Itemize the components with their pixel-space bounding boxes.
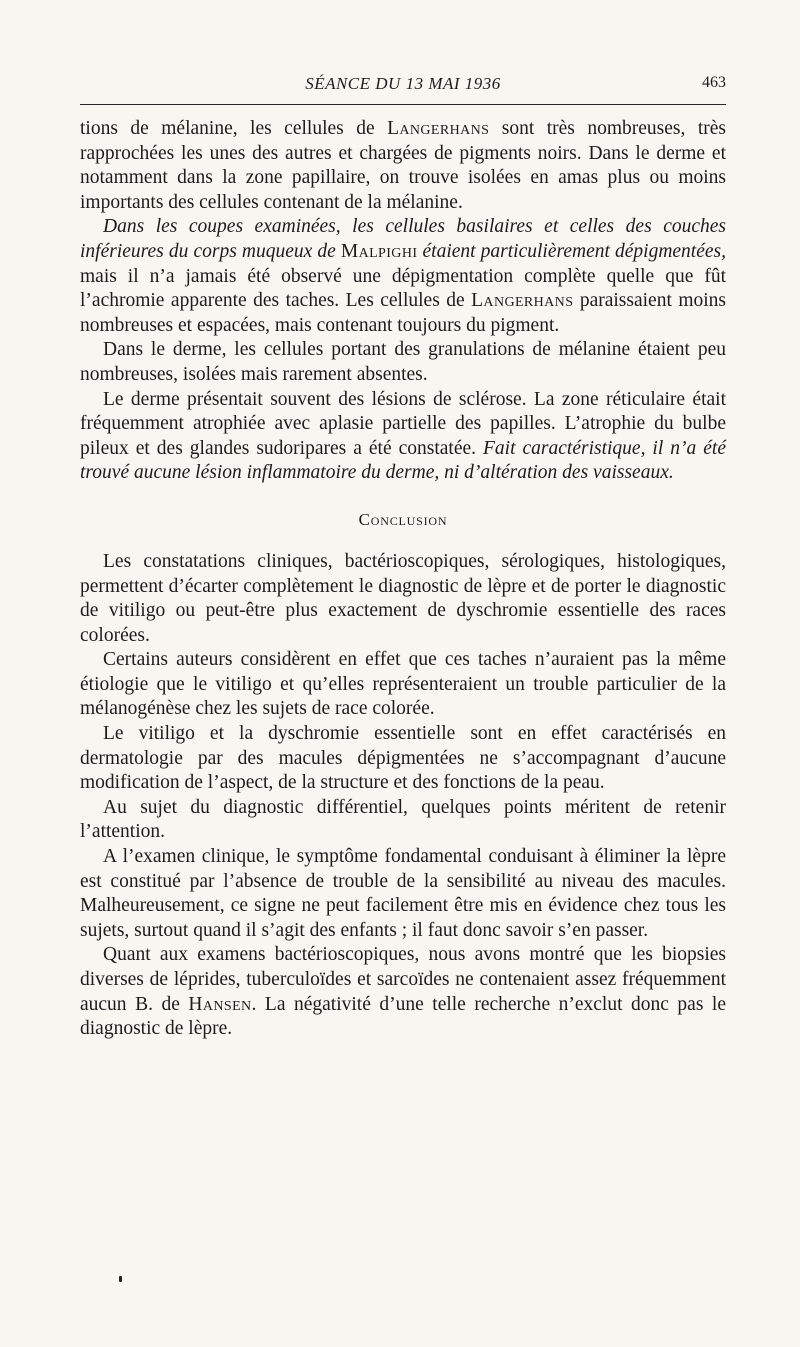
- text-run: sont très nombreuses, très rapprochées les unes des autres et chargées de pigments noirs. Dans le derme et notamment dans la zone papillaire, on trouve isolées en amas plus ou moins importants des cellules contenant de la mélanine.: [80, 118, 726, 213]
- running-title: SÉANCE DU 13 MAI 1936: [305, 74, 501, 93]
- text-run: tions de mélanine, les cellules de: [80, 118, 388, 139]
- author-name: Hansen: [188, 993, 252, 1015]
- author-name: Langerhans: [387, 118, 490, 139]
- paragraph-5: Les constatations cliniques, bactérioscopiques, sérologiques, histologiques, permettent d’écarter complètement le diagnostic de lèpre et de porter le diagnostic de vitiligo ou peut-être plus exactement de dyschromie essentielle des races colorées.: [80, 550, 726, 646]
- paragraph-6: Certains auteurs considèrent en effet que ces taches n’auraient pas la même étiologie que le vitiligo et qu’elles représenteraient un trouble particulier de la mélanogénèse chez les sujets de race colorée.: [80, 649, 726, 720]
- paragraph-3: Dans le derme, les cellules portant des granulations de mélanine étaient peu nombreuses, isolées mais rarement absentes.: [80, 339, 726, 385]
- body-text: [80, 117, 726, 1042]
- paragraph-10: [80, 943, 726, 1041]
- italic-run: étaient particulièrement dépigmentées,: [417, 240, 726, 262]
- paragraph-8: Au sujet du diagnostic différentiel, quelques points méritent de retenir l’attention.: [80, 796, 726, 843]
- text-run: . La négativité d’une telle recherche n’exclut donc pas le diagnostic de lèpre.: [80, 993, 726, 1040]
- paragraph-9: A l’examen clinique, le symptôme fondamental conduisant à éliminer la lèpre est constitué par l’absence de trouble de la sensibilité au niveau des macules. Malheureusement, ce signe ne peut facilement être mis en évidence chez tous les sujets, surtout quand il s’agit des enfants ; il faut donc savoir s’en passer.: [80, 846, 726, 941]
- text-run: Le derme présentait souvent des lésions de sclérose. La zone réticulaire était fréquemment atrophiée avec aplasie partielle des papilles. L’atrophie du bulbe pileux et des glandes sudoripares a été constatée.: [80, 388, 726, 459]
- paragraph-2: [80, 215, 726, 338]
- text-run: Quant aux examens bactérioscopiques, nous avons montré que les biopsies diverses de léprides, tuberculoïdes et sarcoïdes ne contenaient assez fréquemment aucun B. de: [80, 944, 726, 1015]
- page-number: 463: [702, 74, 726, 91]
- page: [80, 74, 726, 1042]
- ink-speck: [119, 1276, 122, 1282]
- paragraph-4: [80, 388, 726, 486]
- header-rule: [80, 104, 726, 105]
- running-head: [80, 74, 726, 104]
- text-run: paraissaient moins nombreuses et espacées, mais contenant toujours du pigment.: [80, 290, 726, 336]
- italic-run: Fait caractéristique, il n’a été trouvé aucune lésion inflammatoire du derme, ni d’altération des vaisseaux.: [80, 437, 726, 484]
- text-run: mais il n’a jamais été observé une dépigmentation complète quelle que fût l’achromie apparente des taches. Les cellules de: [80, 265, 726, 312]
- section-title: Conclusion: [358, 509, 448, 529]
- italic-run: Dans les coupes examinées, les cellules basilaires et celles des couches inférieures du corps muqueux de: [80, 216, 726, 262]
- author-name: Langerhans: [471, 290, 574, 312]
- author-name: Malpighi: [340, 240, 418, 262]
- paragraph-1: [80, 117, 726, 215]
- paragraph-7: Le vitiligo et la dyschromie essentielle sont en effet caractérisés en dermatologie par des macules dépigmentées ne s’accompagnant d’aucune modification de l’aspect, de la structure et des fonctions de la peau.: [80, 723, 726, 794]
